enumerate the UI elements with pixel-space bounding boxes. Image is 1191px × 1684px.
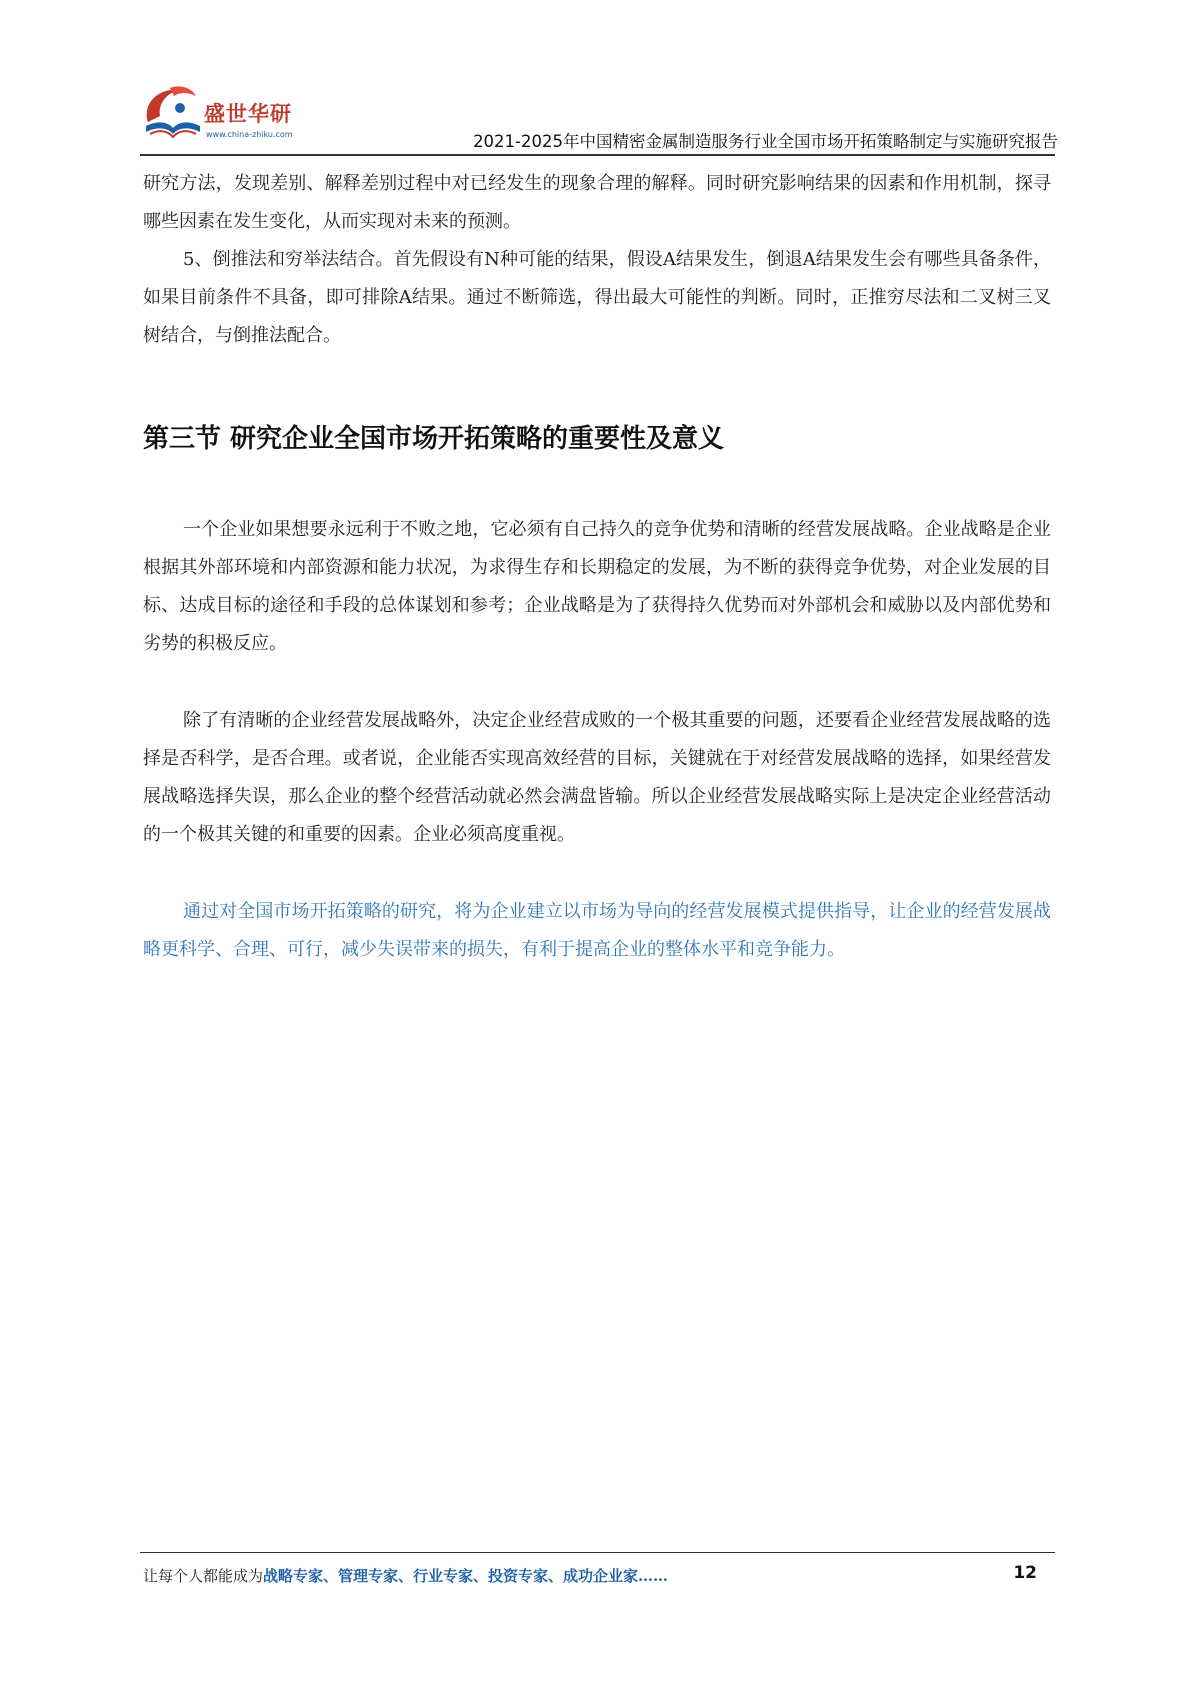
report-header-title: 2021-2025年中国精密金属制造服务行业全国市场开拓策略制定与实施研究报告	[473, 132, 1058, 151]
page-number: 12	[1013, 1563, 1037, 1583]
company-logo	[140, 82, 310, 144]
header-divider	[140, 154, 1055, 156]
section-heading: 第三节 研究企业全国市场开拓策略的重要性及意义	[143, 424, 725, 454]
paragraph-reverse-inference: 5、倒推法和穷举法结合。首先假设有N种可能的结果，假设A结果发生，倒退A结果发生会有哪些具备条件，如果目前条件不具备，即可排除A结果。通过不断筛选，得出最大可能性的判断。同时，正推穷尽法和二叉树三叉树结合，与倒推法配合。	[143, 249, 1051, 346]
footer-slogan-emphasis: 战略专家、管理专家、行业专家、投资专家、成功企业家……	[263, 1567, 669, 1585]
paragraph-research-significance: 通过对全国市场开拓策略的研究，将为企业建立以市场为导向的经营发展模式提供指导，让企业的经营发展战略更科学、合理、可行，减少失误带来的损失，有利于提高企业的整体水平和竞争能力。	[143, 901, 1051, 960]
logo-url: www.china-zhiku.com	[206, 130, 293, 139]
page-content	[143, 165, 1051, 969]
paragraph-research-method: 研究方法，发现差别、解释差别过程中对已经发生的现象合理的解释。同时研究影响结果的因素和作用机制，探寻哪些因素在发生变化，从而实现对未来的预测。	[143, 173, 1051, 232]
footer-slogan-prefix: 让每个人都能成为	[143, 1567, 264, 1585]
logo-emblem-icon	[140, 82, 206, 144]
footer-divider	[140, 1552, 1055, 1553]
paragraph-strategy-definition: 一个企业如果想要永远利于不败之地，它必须有自己持久的竞争优势和清晰的经营发展战略。企业战略是企业根据其外部环境和内部资源和能力状况，为求得生存和长期稳定的发展，为不断的获得竞争优势，对企业发展的目标、达成目标的途径和手段的总体谋划和参考；企业战略是为了获得持久优势而对外部机会和威胁以及内部优势和劣势的积极反应。	[143, 519, 1051, 654]
logo-name: 盛世华研	[204, 102, 292, 126]
footer-slogan	[143, 1565, 668, 1586]
paragraph-strategy-choice: 除了有清晰的企业经营发展战略外，决定企业经营成败的一个极其重要的问题，还要看企业经营发展战略的选择是否科学，是否合理。或者说，企业能否实现高效经营的目标，关键就在于对经营发展战略的选择，如果经营发展战略选择失误，那么企业的整个经营活动就必然会满盘皆输。所以企业经营发展战略实际上是决定企业经营活动的一个极其关键的和重要的因素。企业必须高度重视。	[143, 710, 1051, 845]
